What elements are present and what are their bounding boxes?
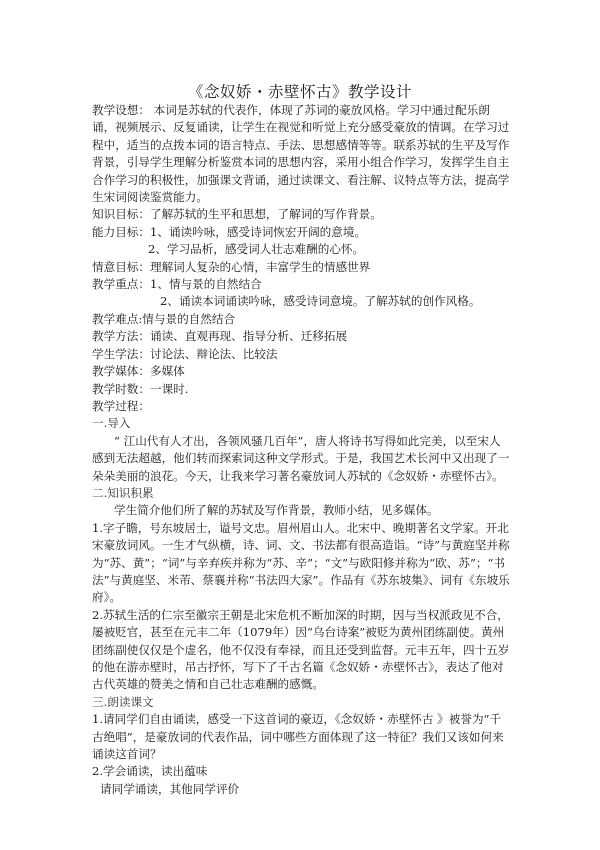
- section-2-point-2: 2.苏轼生活的仁宗至徽宗王朝是北宋危机不断加深的时期，因与当权派政见不合，屡被贬官，甚至在元丰二年（1079年）因“乌台诗案”被贬为黄州团练副使。黄州团练副使仅仅是个虚名，他不仅没有奉禄，而且还受到监督。元丰五年，四十五岁的他在游赤壁时，吊古抒怀，写下了千古名篇《念奴娇・赤壁怀古》，表达了他对古代英雄的赞美之情和自己壮志难酬的感慨。: [92, 607, 510, 692]
- section-2-intro: 学生简介他们所了解的苏轼及写作背景，教师小结，见多媒体。: [114, 503, 439, 518]
- document-title: 《念奴娇・赤壁怀古》教学设计: [187, 83, 412, 101]
- section-1-text: “ 江山代有人才出，各领风骚几百年”，唐人将诗书写得如此完美，以至宋人感到无法超越，他们转而探索词这种文学形式。于是，我国艺术长河中又出现了一朵朵美丽的浪花。今天，让我来学习著名豪放词人苏轼的《念奴娇・赤壁怀古》。: [92, 433, 510, 483]
- section-3-point-3: 请同学诵读，其他同学评价: [100, 781, 240, 796]
- section-2-heading: 二.知识积累: [92, 485, 154, 500]
- teaching-focus-1: 教学重点：1、情与景的自然结合: [92, 277, 262, 292]
- section-3-point-2: 2.学会诵读，读出蕴味: [92, 764, 208, 779]
- teaching-difficulty: 教学难点:情与景的自然结合: [92, 311, 236, 326]
- section-3-heading: 三.朗读课文: [92, 694, 154, 709]
- teaching-focus-2: 2、诵读本词诵读吟咏，感受诗词意境。了解苏轼的创作风格。: [160, 294, 481, 309]
- teaching-concept: 教学设想： 本词是苏轼的代表作，体现了苏词的豪放风格。学习中通过配乐朗诵，视频展示、反复诵读，让学生在视觉和听觉上充分感受豪放的情调。在学习过程中，适当的点拨本词的语言特点、手法、思想感情等等。联系苏轼的生平及写作背景，引导学生理解分析鉴赏本词的思想内容，采用小组合作学习，发挥学生自主合作学习的积极性，加强课文背诵，通过读课文、看注解、议特点等方法，提高学生宋词阅读鉴赏能力。: [92, 103, 510, 205]
- teaching-hours: 教学时数：一课时.: [92, 381, 189, 396]
- teaching-process: 教学过程：: [92, 398, 150, 413]
- section-1-heading: 一.导入: [92, 416, 131, 431]
- ability-goal-2: 2、学习品析，感受词人壮志难酬的心怀。: [148, 242, 365, 257]
- document-body: [92, 102, 512, 798]
- emotion-goal: 情意目标：理解词人复杂的心情，丰富学生的情感世界: [92, 259, 371, 274]
- learning-methods: 学生学法：讨论法、辩论法、比较法: [92, 346, 278, 361]
- section-2-point-1: 1.字子瞻，号东坡居士，谥号文忠。眉州眉山人。北宋中、晚期著名文学家。开北宋豪放词风。一生才气纵横，诗、词、文、书法都有很高造诣。“诗”与黄庭坚并称为“苏、黄”；“词”与辛弃疾并称为“苏、辛”；“文”与欧阳修并称为“欧、苏”；“书法”与黄庭坚、米芾、蔡襄并称“书法四大家”。作品有《苏东坡集》、词有《东坡乐府》。: [92, 520, 510, 605]
- knowledge-goal: 知识目标：了解苏轼的生平和思想，了解词的写作背景。: [92, 207, 382, 222]
- teaching-methods: 教学方法：诵读、直观再现、指导分析、迁移拓展: [92, 329, 348, 344]
- section-3-point-1: 1.请同学们自由诵读，感受一下这首词的豪迈，《念奴娇・赤壁怀古 》被誉为“千古绝唱”，是豪放词的代表作品，词中哪些方面体现了这一特征？我们又该如何来诵读这首词？: [92, 712, 504, 762]
- teaching-media: 教学媒体：多媒体: [92, 364, 185, 379]
- ability-goal-1: 能力目标：1、诵读吟咏，感受诗词恢宏开阔的意境。: [92, 224, 367, 239]
